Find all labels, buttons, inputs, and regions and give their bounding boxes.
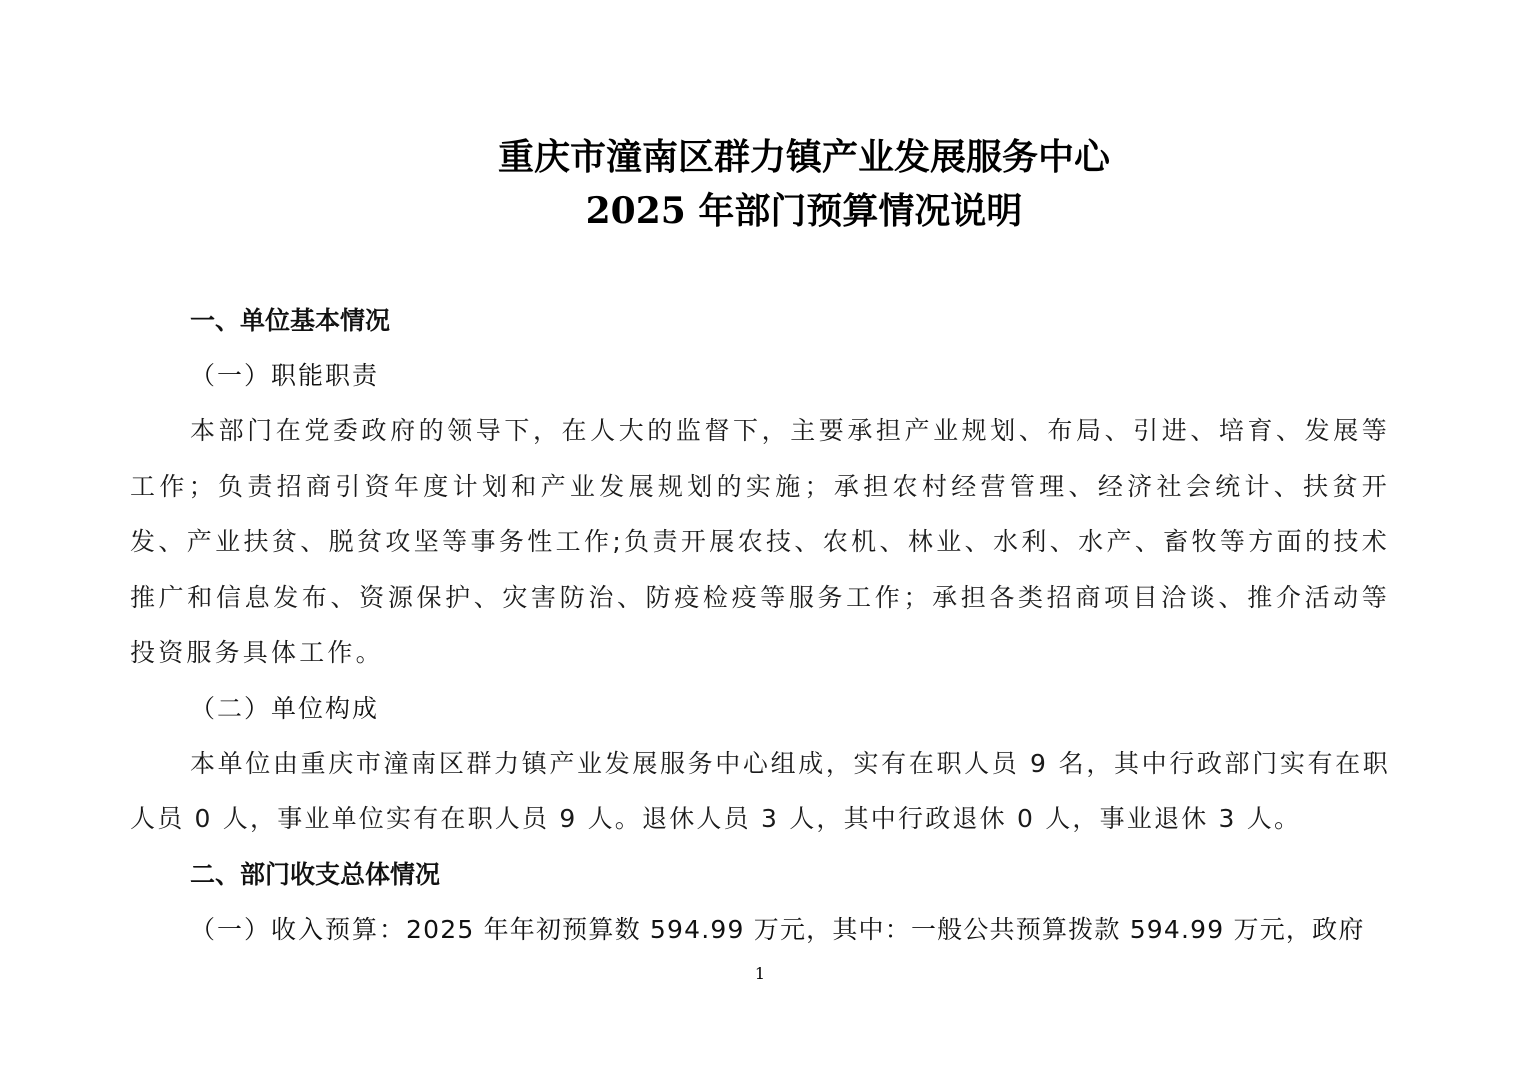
- subsection-heading-duties: （一）职能职责: [190, 361, 380, 390]
- document-title: [0, 130, 1520, 238]
- document-body: [130, 293, 1390, 957]
- title-line-2: 2025 年部门预算情况说明: [585, 190, 1023, 232]
- section-heading-basic-info: 一、单位基本情况: [190, 306, 391, 335]
- title-line-1: 重庆市潼南区群力镇产业发展服务中心: [497, 136, 1110, 178]
- income-budget-text: 2025 年年初预算数 594.99 万元，其中：一般公共预算拨款 594.99 万元，政府: [406, 914, 1365, 944]
- section-heading-budget-overview: 二、部门收支总体情况: [190, 859, 441, 889]
- income-budget-lead: （一）收入预算：: [190, 914, 407, 944]
- paragraph-income-budget: [130, 902, 1390, 957]
- subsection-heading-composition: （二）单位构成: [190, 693, 380, 723]
- paragraph-composition: 本单位由重庆市潼南区群力镇产业发展服务中心组成，实有在职人员 9 名，其中行政部门实有在职人员 0 人，事业单位实有在职人员 9 人。退休人员 3 人，其中行政退休 0 人，事业退休 3 人。: [130, 748, 1390, 833]
- page-number: 1: [754, 964, 766, 983]
- paragraph-duties: 本部门在党委政府的领导下，在人大的监督下，主要承担产业规划、布局、引进、培育、发展等工作；负责招商引资年度计划和产业发展规划的实施；承担农村经营管理、经济社会统计、扶贫开发、产业扶贫、脱贫攻坚等事务性工作;负责开展农技、农机、林业、水利、水产、畜牧等方面的技术推广和信息发布、资源保护、灾害防治、防疫检疫等服务工作；承担各类招商项目洽谈、推介活动等投资服务具体工作。: [130, 416, 1390, 667]
